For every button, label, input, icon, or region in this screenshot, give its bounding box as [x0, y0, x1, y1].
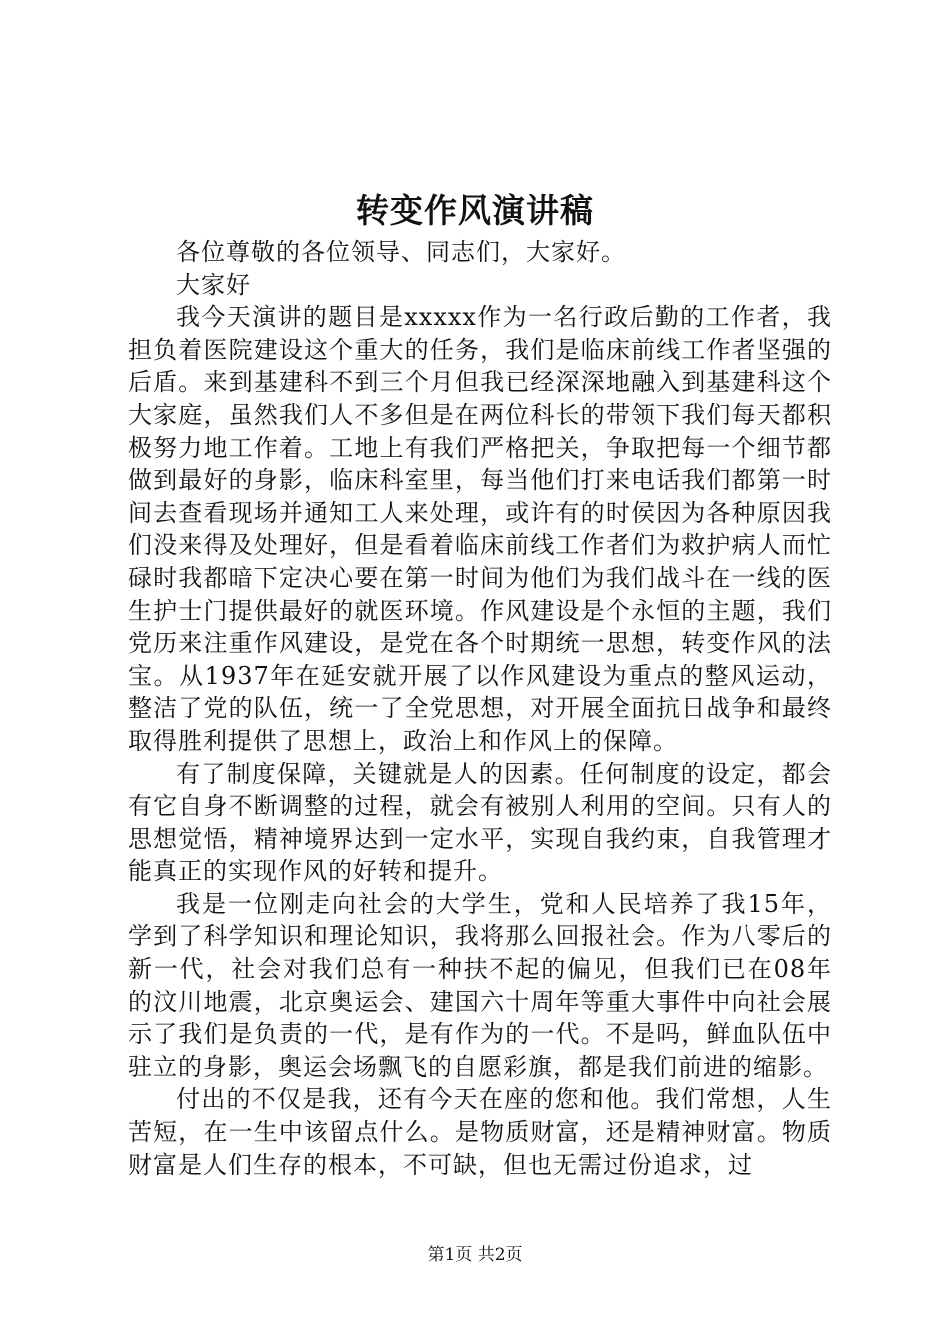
- paragraph-4: 付出的不仅是我，还有今天在座的您和他。我们常想，人生苦短，在一生中该留点什么。是物质财富，还是精神财富。物质财富是人们生存的根本，不可缺，但也无需过份追求，过: [128, 1085, 832, 1179]
- page-title: 转变作风演讲稿: [356, 191, 594, 230]
- paragraph-3: 我是一位刚走向社会的大学生，党和人民培养了我15年，学到了科学知识和理论知识，我将那么回报社会。作为八零后的新一代，社会对我们总有一种扶不起的偏见，但我们已在08年的汶川地震，北京奥运会、建国六十周年等重大事件中向社会展示了我们是负责的一代，是有作为的一代。不是吗，鲜血队伍中驻立的身影，奥运会场飘飞的自愿彩旗，都是我们前进的缩影。: [128, 889, 832, 1081]
- paragraph-1: 我今天演讲的题目是xxxxx作为一名行政后勤的工作者，我担负着医院建设这个重大的任务，我们是临床前线工作者坚强的后盾。来到基建科不到三个月但我已经深深地融入到基建科这个大家庭，虽然我们人不多但是在两位科长的带领下我们每天都积极努力地工作着。工地上有我们严格把关，争取把每一个细节都做到最好的身影，临床科室里，每当他们打来电话我们都第一时间去查看现场并通知工人来处理，或许有的时侯因为各种原因我们没来得及处理好，但是看着临床前线工作者们为救护病人而忙碌时我都暗下定决心要在第一时间为他们为我们战斗在一线的医生护士门提供最好的就医环境。作风建设是个永恒的主题，我们党历来注重作风建设，是党在各个时期统一思想，转变作风的法宝。从1937年在延安就开展了以作风建设为重点的整风运动，整洁了党的队伍，统一了全党思想，对开展全面抗日战争和最终取得胜利提供了思想上，政治上和作风上的保障。: [128, 303, 832, 755]
- paragraph-greeting: 各位尊敬的各位领导、同志们，大家好。: [176, 238, 626, 266]
- document-body: [128, 236, 832, 1181]
- paragraph-2: 有了制度保障，关键就是人的因素。任何制度的设定，都会有它自身不断调整的过程，就会有被别人利用的空间。只有人的思想觉悟，精神境界达到一定水平，实现自我约束，自我管理才能真正的实现作风的好转和提升。: [128, 759, 832, 886]
- paragraph-salutation: 大家好: [176, 270, 251, 299]
- page-footer: 第1页 共2页: [427, 1245, 523, 1265]
